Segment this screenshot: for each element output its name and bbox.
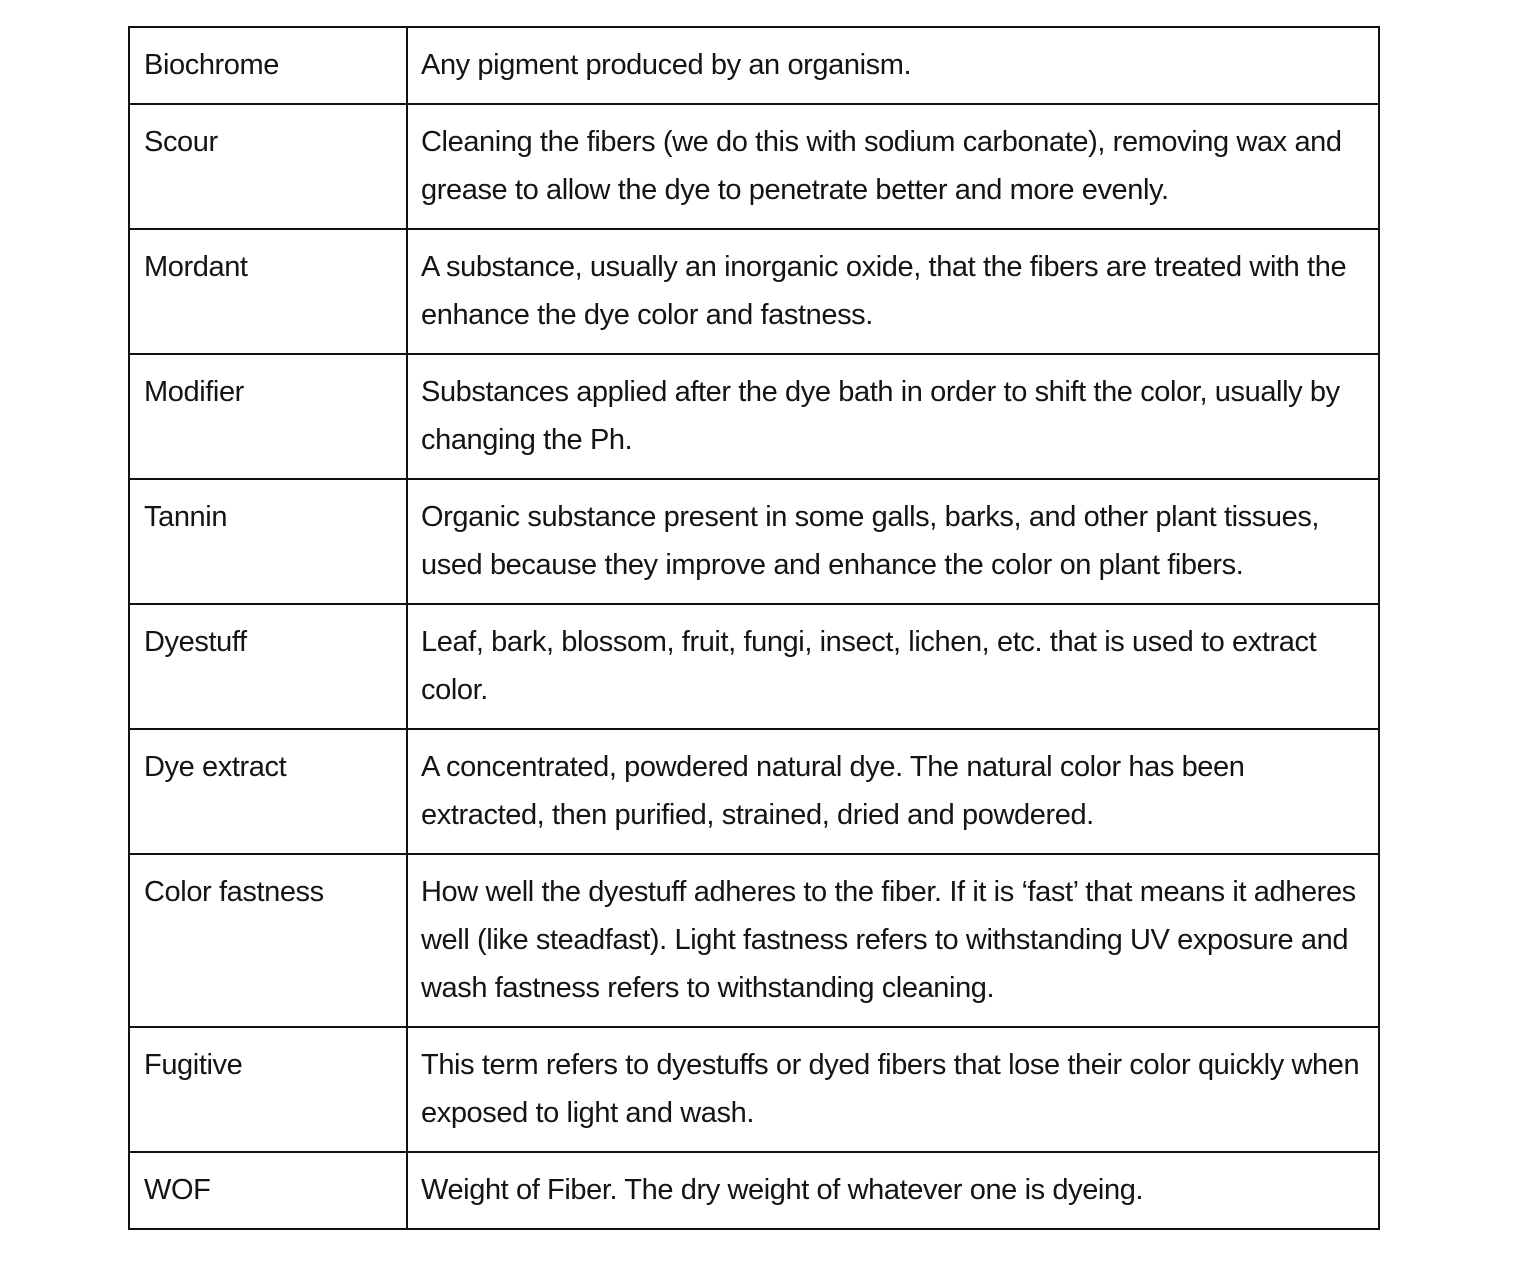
definition-cell: How well the dyestuff adheres to the fiber. If it is ‘fast’ that means it adheres well (like steadfast). Light fastness refers to withstanding UV exposure and wash fastness refers to withstanding cleaning.	[407, 854, 1379, 1027]
definition-cell: Weight of Fiber. The dry weight of whatever one is dyeing.	[407, 1152, 1379, 1229]
term-cell: Modifier	[129, 354, 407, 479]
definition-cell: Substances applied after the dye bath in order to shift the color, usually by changing the Ph.	[407, 354, 1379, 479]
table-row	[129, 479, 1379, 604]
table-row	[129, 1152, 1379, 1229]
definition-cell: Organic substance present in some galls, barks, and other plant tissues, used because they improve and enhance the color on plant fibers.	[407, 479, 1379, 604]
table-row	[129, 27, 1379, 104]
definition-cell: A substance, usually an inorganic oxide, that the fibers are treated with the enhance the dye color and fastness.	[407, 229, 1379, 354]
term-cell: Fugitive	[129, 1027, 407, 1152]
definition-cell: This term refers to dyestuffs or dyed fibers that lose their color quickly when exposed to light and wash.	[407, 1027, 1379, 1152]
table-row	[129, 1027, 1379, 1152]
definition-cell: Cleaning the fibers (we do this with sodium carbonate), removing wax and grease to allow the dye to penetrate better and more evenly.	[407, 104, 1379, 229]
term-cell: Dye extract	[129, 729, 407, 854]
term-cell: Color fastness	[129, 854, 407, 1027]
table-row	[129, 104, 1379, 229]
term-cell: Dyestuff	[129, 604, 407, 729]
glossary-table	[128, 26, 1380, 1230]
table-row	[129, 354, 1379, 479]
term-cell: Biochrome	[129, 27, 407, 104]
definition-cell: A concentrated, powdered natural dye. The natural color has been extracted, then purified, strained, dried and powdered.	[407, 729, 1379, 854]
definition-cell: Any pigment produced by an organism.	[407, 27, 1379, 104]
table-row	[129, 229, 1379, 354]
definition-cell: Leaf, bark, blossom, fruit, fungi, insect, lichen, etc. that is used to extract color.	[407, 604, 1379, 729]
term-cell: Scour	[129, 104, 407, 229]
table-row	[129, 729, 1379, 854]
table-row	[129, 854, 1379, 1027]
table-row	[129, 604, 1379, 729]
term-cell: Tannin	[129, 479, 407, 604]
term-cell: Mordant	[129, 229, 407, 354]
term-cell: WOF	[129, 1152, 407, 1229]
